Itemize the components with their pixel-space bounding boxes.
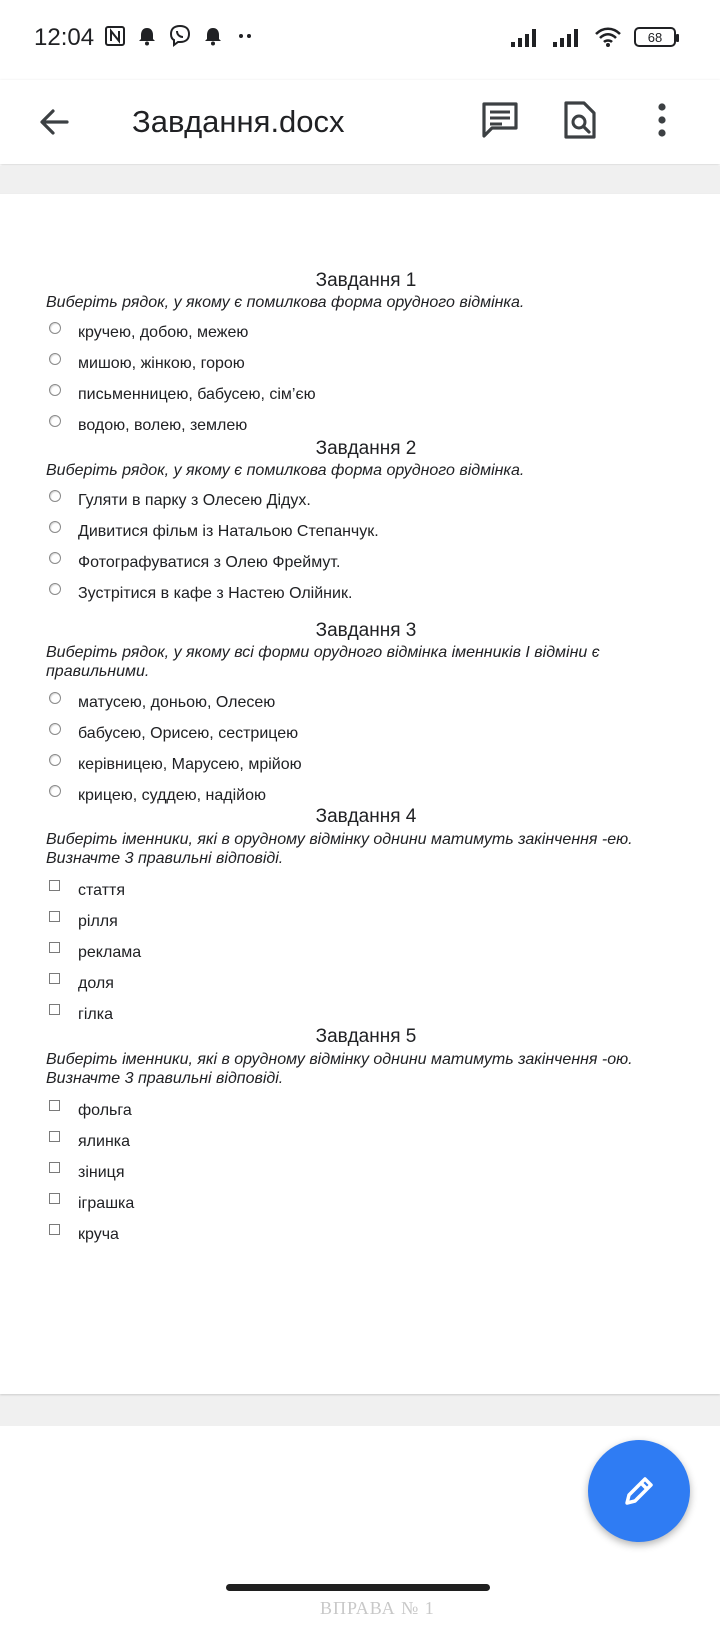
back-button[interactable]: [30, 98, 78, 146]
radio-button[interactable]: [49, 415, 61, 427]
checkbox[interactable]: [49, 973, 60, 984]
checkbox-option[interactable]: [46, 973, 666, 1001]
status-system-icons: [510, 26, 676, 48]
checkbox[interactable]: [49, 1131, 60, 1142]
option-label: мишою, жінкою, горою: [78, 355, 245, 372]
radio-button[interactable]: [49, 723, 61, 735]
alarm-icon-2: [202, 25, 224, 47]
checkbox[interactable]: [49, 942, 60, 953]
option-label: письменницею, бабусею, сім’єю: [78, 386, 316, 403]
radio-option[interactable]: [46, 384, 666, 412]
radio-button[interactable]: [49, 384, 61, 396]
option-label: водою, волею, землею: [78, 417, 248, 434]
option-label: іграшка: [78, 1195, 135, 1212]
comments-button[interactable]: [474, 94, 526, 146]
arrow-back-icon: [37, 105, 71, 139]
task-question: Виберіть іменники, які в орудному відмінку однини матимуть закінчення -ою. Визначте 3 правильні відповіді.: [46, 1051, 633, 1087]
signal-icon: [510, 26, 540, 48]
radio-button[interactable]: [49, 490, 61, 502]
task-question: Виберіть рядок, у якому є помилкова форма орудного відмінка.: [46, 462, 525, 479]
option-label: Гуляти в парку з Олесею Дідух.: [78, 492, 311, 509]
task-title: Завдання 1: [315, 270, 417, 291]
radio-button[interactable]: [49, 322, 61, 334]
next-page-heading: ВПРАВА № 1: [320, 1598, 435, 1618]
option-label: Фотографуватися з Олею Фреймут.: [78, 554, 341, 571]
more-notifications-icon: [234, 25, 256, 47]
find-in-page-icon: [562, 100, 598, 140]
option-label: доля: [78, 975, 114, 992]
option-label: реклама: [78, 944, 142, 961]
option-label: стаття: [78, 882, 126, 899]
radio-option[interactable]: [46, 552, 666, 580]
checkbox-option[interactable]: [46, 1224, 666, 1252]
radio-option[interactable]: [46, 490, 666, 518]
signal-icon-2: [552, 26, 582, 48]
alarm-icon: [136, 25, 158, 47]
task-title: Завдання 5: [315, 1026, 417, 1047]
option-label: Дивитися фільм із Натальою Степанчук.: [78, 523, 379, 540]
wifi-icon: [594, 26, 622, 48]
viber-icon: [168, 24, 192, 48]
radio-option[interactable]: [46, 322, 666, 350]
checkbox[interactable]: [49, 1162, 60, 1173]
option-label: фольга: [78, 1102, 132, 1119]
checkbox-option[interactable]: [46, 880, 666, 908]
radio-option[interactable]: [46, 521, 666, 549]
radio-button[interactable]: [49, 353, 61, 365]
radio-button[interactable]: [49, 692, 61, 704]
option-label: бабусею, Орисею, сестрицею: [78, 725, 299, 742]
option-label: гілка: [78, 1006, 113, 1023]
option-label: кручею, добою, межею: [78, 324, 249, 341]
checkbox-option[interactable]: [46, 1131, 666, 1159]
radio-option[interactable]: [46, 353, 666, 381]
radio-option[interactable]: [46, 692, 666, 720]
radio-button[interactable]: [49, 552, 61, 564]
more-options-button[interactable]: [636, 94, 688, 146]
document-viewer[interactable]: [0, 166, 720, 1618]
radio-option[interactable]: [46, 723, 666, 751]
option-label: крицею, суддею, надійою: [78, 787, 266, 804]
radio-option[interactable]: [46, 754, 666, 782]
pencil-icon: [619, 1471, 659, 1511]
status-notification-icons: [104, 24, 256, 48]
task-question: Виберіть рядок, у якому всі форми орудного відмінка іменників I відміни є правильними.: [46, 644, 600, 680]
radio-button[interactable]: [49, 521, 61, 533]
option-label: матусею, доньою, Олесею: [78, 694, 276, 711]
checkbox[interactable]: [49, 911, 60, 922]
radio-button[interactable]: [49, 785, 61, 797]
checkbox-option[interactable]: [46, 1100, 666, 1128]
status-time: 12:04: [34, 24, 95, 51]
task-title: Завдання 3: [315, 620, 417, 641]
app-bar: [0, 80, 720, 164]
nfc-icon: [104, 25, 126, 47]
checkbox-option[interactable]: [46, 911, 666, 939]
option-label: круча: [78, 1226, 119, 1243]
comment-icon: [480, 100, 520, 140]
checkbox[interactable]: [49, 1004, 60, 1015]
battery-icon: [634, 27, 676, 47]
checkbox-option[interactable]: [46, 942, 666, 970]
checkbox-option[interactable]: [46, 1162, 666, 1190]
radio-button[interactable]: [49, 754, 61, 766]
document-page: [0, 194, 720, 1394]
radio-option[interactable]: [46, 583, 666, 611]
option-label: керівницею, Марусею, мрійою: [78, 756, 302, 773]
option-label: зіниця: [78, 1164, 125, 1181]
task-title: Завдання 4: [315, 806, 417, 827]
task-title: Завдання 2: [315, 438, 417, 459]
checkbox[interactable]: [49, 1224, 60, 1235]
task-question: Виберіть рядок, у якому є помилкова форма орудного відмінка.: [46, 294, 525, 311]
edit-fab-button[interactable]: [588, 1440, 690, 1542]
document-title: Завдання.docx: [132, 104, 345, 139]
gesture-navigation-handle[interactable]: [226, 1584, 490, 1591]
task-question: Виберіть іменники, які в орудному відмінку однини матимуть закінчення -ею. Визначте 3 правильні відповіді.: [46, 831, 633, 867]
find-in-document-button[interactable]: [554, 94, 606, 146]
option-label: ялинка: [78, 1133, 131, 1150]
checkbox[interactable]: [49, 880, 60, 891]
option-label: рілля: [78, 913, 118, 930]
radio-button[interactable]: [49, 583, 61, 595]
status-bar: [0, 0, 720, 80]
more-vert-icon: [657, 102, 667, 138]
checkbox-option[interactable]: [46, 1193, 666, 1221]
checkbox[interactable]: [49, 1193, 60, 1204]
checkbox[interactable]: [49, 1100, 60, 1111]
battery-level: 68: [647, 29, 663, 45]
option-label: Зустрітися в кафе з Настею Олійник.: [78, 585, 353, 602]
